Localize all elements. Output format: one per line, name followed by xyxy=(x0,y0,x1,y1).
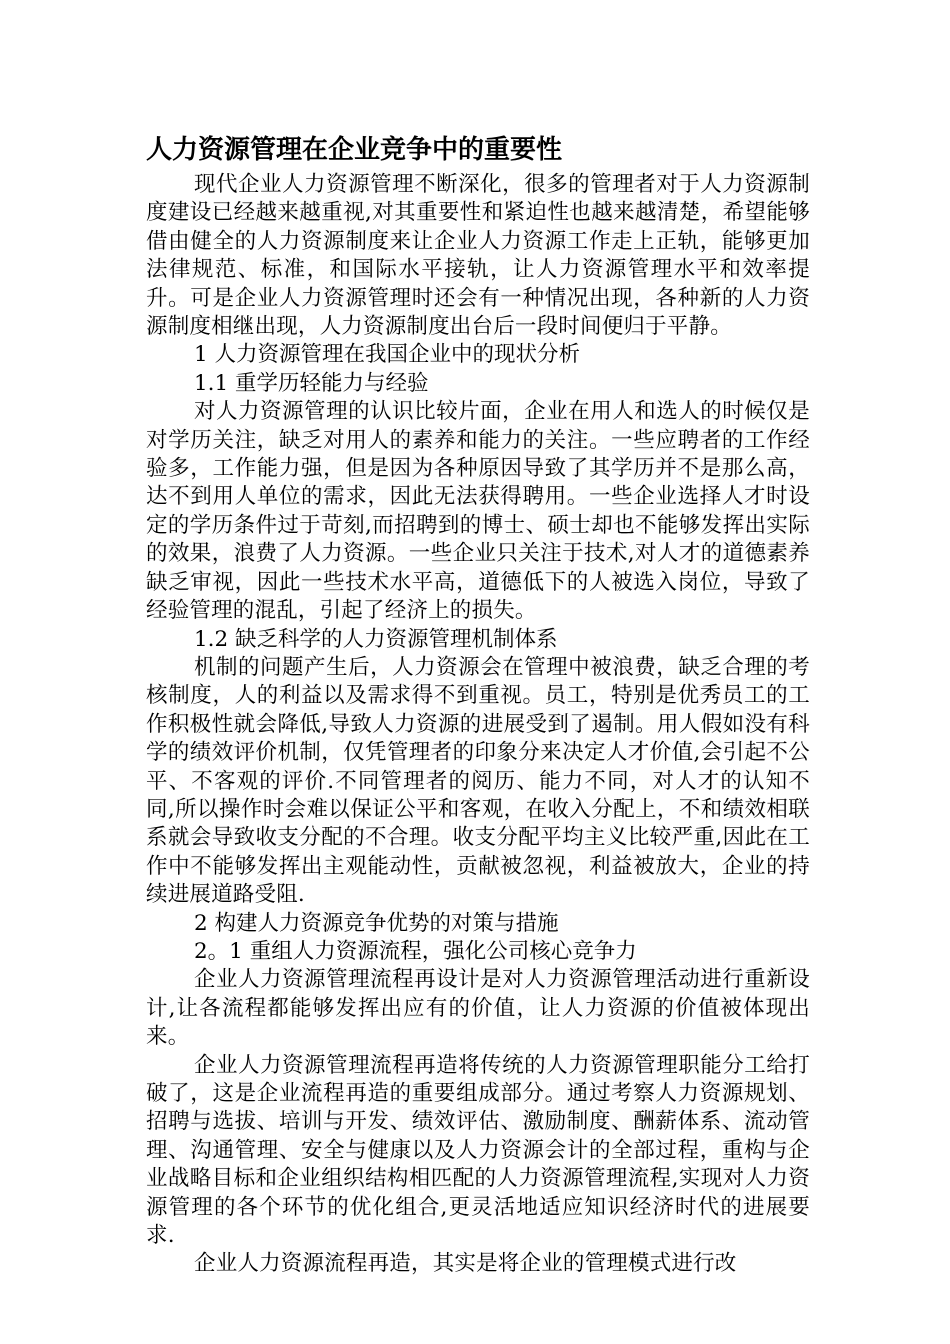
section-heading-2: 2 构建人力资源竞争优势的对策与措施 xyxy=(194,910,559,936)
document-page xyxy=(146,128,810,1279)
section-heading-1: 1 人力资源管理在我国企业中的现状分析 xyxy=(194,342,581,368)
paragraph-1-2: 机制的问题产生后，人力资源会在管理中被浪费，缺乏合理的考核制度，人的利益以及需求得不到重视。员工，特别是优秀员工的工作积极性就会降低,导致人力资源的进展受到了遏制。用人假如没有科学的绩效评价机制，仅凭管理者的印象分来决定人才价值,会引起不公平、不客观的评价.不同管理者的阅历、能力不同，对人才的认知不同,所以操作时会难以保证公平和客观，在收入分配上，不和绩效相联系就会导致收支分配的不合理。收支分配平均主义比较严重,因此在工作中不能够发挥出主观能动性，贡献被忽视，利益被放大，企业的持续进展道路受阻. xyxy=(146,654,810,908)
paragraph-intro: 现代企业人力资源管理不断深化，很多的管理者对于人力资源制度建设已经越来越重视,对其重要性和紧迫性也越来越清楚，希望能够借由健全的人力资源制度来让企业人力资源工作走上正轨，能够更加法律规范、标准，和国际水平接轨，让人力资源管理水平和效率提升。可是企业人力资源管理时还会有一种情况出现，各种新的人力资源制度相继出现，人力资源制度出台后一段时间便归于平静。 xyxy=(146,172,810,340)
paragraph-1-1: 对人力资源管理的认识比较片面，企业在用人和选人的时候仅是对学历关注，缺乏对用人的素养和能力的关注。一些应聘者的工作经验多，工作能力强，但是因为各种原因导致了其学历并不是那么高，达不到用人单位的需求，因此无法获得聘用。一些企业选择人才时设定的学历条件过于苛刻,而招聘到的博士、硕士却也不能够发挥出实际的效果，浪费了人力资源。一些企业只关注于技术,对人才的道德素养缺乏审视，因此一些技术水平高，道德低下的人被选入岗位，导致了经验管理的混乱，引起了经济上的损失。 xyxy=(146,399,810,624)
paragraph-2-1-a: 企业人力资源管理流程再设计是对人力资源管理活动进行重新设计,让各流程都能够发挥出应有的价值，让人力资源的价值被体现出来。 xyxy=(146,967,810,1050)
subsection-heading-1-2: 1.2 缺乏科学的人力资源管理机制体系 xyxy=(194,626,558,652)
document-body xyxy=(146,171,810,1279)
subsection-heading-1-1: 1.1 重学历轻能力与经验 xyxy=(194,370,429,396)
document-title: 人力资源管理在企业竞争中的重要性 xyxy=(146,135,563,165)
paragraph-2-1-c: 企业人力资源流程再造，其实是将企业的管理模式进行改 xyxy=(194,1251,737,1277)
paragraph-2-1-b: 企业人力资源管理流程再造将传统的人力资源管理职能分工给打破了，这是企业流程再造的重要组成部分。通过考察人力资源规划、招聘与选拔、培训与开发、绩效评估、激励制度、酬薪体系、流动管理、沟通管理、安全与健康以及人力资源会计的全部过程，重构与企业战略目标和企业组织结构相匹配的人力资源管理流程,实现对人力资源管理的各个环节的优化组合,更灵活地适应知识经济时代的进展要求. xyxy=(146,1052,810,1249)
subsection-heading-2-1: 2。1 重组人力资源流程，强化公司核心竞争力 xyxy=(194,938,637,964)
